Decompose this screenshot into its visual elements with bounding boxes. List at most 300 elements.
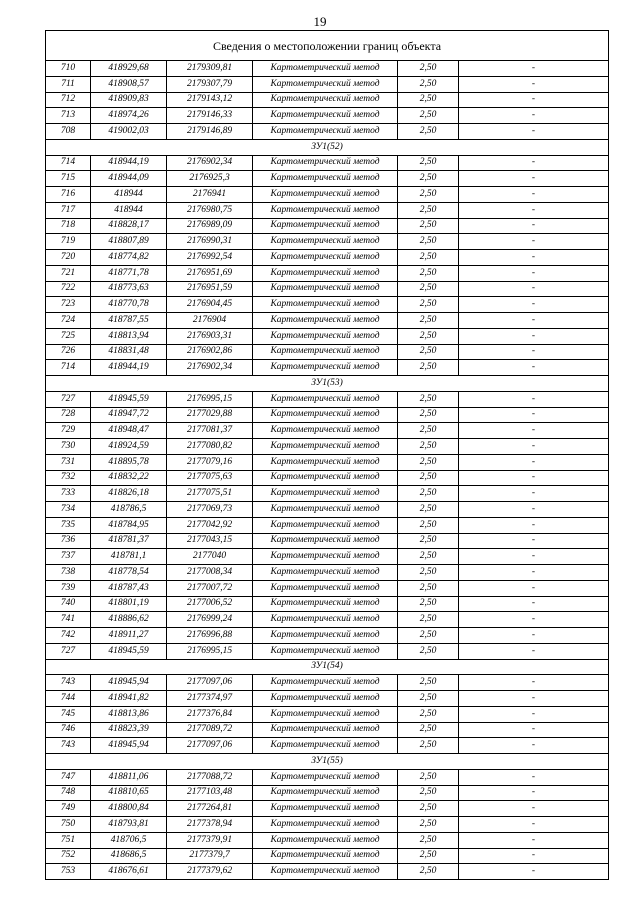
accuracy-cell: 2,50	[398, 202, 459, 218]
method-cell: Картометрический метод	[253, 108, 398, 124]
method-cell: Картометрический метод	[253, 454, 398, 470]
accuracy-cell: 2,50	[398, 265, 459, 281]
method-cell: Картометрический метод	[253, 628, 398, 644]
coord-x-cell: 418686,5	[91, 848, 167, 864]
coord-y-cell: 2177029,88	[167, 407, 253, 423]
accuracy-cell: 2,50	[398, 580, 459, 596]
point-number-cell: 724	[46, 313, 91, 329]
coord-x-cell: 418944	[91, 202, 167, 218]
coord-x-cell: 418948,47	[91, 423, 167, 439]
coord-y-cell: 2177069,73	[167, 502, 253, 518]
accuracy-cell: 2,50	[398, 470, 459, 486]
method-cell: Картометрический метод	[253, 565, 398, 581]
method-cell: Картометрический метод	[253, 769, 398, 785]
description-cell: -	[459, 817, 609, 833]
description-cell: -	[459, 202, 609, 218]
table-row	[46, 817, 609, 833]
table-row	[46, 848, 609, 864]
table-row	[46, 439, 609, 455]
point-number-cell: 743	[46, 675, 91, 691]
table-row	[46, 486, 609, 502]
table-row	[46, 202, 609, 218]
description-cell: -	[459, 155, 609, 171]
method-cell: Картометрический метод	[253, 265, 398, 281]
table-row	[46, 864, 609, 880]
coord-x-cell: 418886,62	[91, 612, 167, 628]
coord-x-cell: 418908,57	[91, 76, 167, 92]
coord-x-cell: 418895,78	[91, 454, 167, 470]
coord-y-cell: 2177007,72	[167, 580, 253, 596]
coord-x-cell: 418781,1	[91, 549, 167, 565]
page-number: 19	[313, 14, 327, 29]
point-number-cell: 743	[46, 738, 91, 754]
coord-y-cell: 2177378,94	[167, 817, 253, 833]
accuracy-cell: 2,50	[398, 187, 459, 203]
coord-y-cell: 2177264,81	[167, 801, 253, 817]
accuracy-cell: 2,50	[398, 817, 459, 833]
coord-x-cell: 418676,61	[91, 864, 167, 880]
accuracy-cell: 2,50	[398, 549, 459, 565]
table-row	[46, 218, 609, 234]
point-number-cell: 732	[46, 470, 91, 486]
coord-x-cell: 418909,83	[91, 92, 167, 108]
coord-y-cell: 2179309,81	[167, 61, 253, 77]
accuracy-cell: 2,50	[398, 454, 459, 470]
coord-x-cell: 418807,89	[91, 234, 167, 250]
description-cell: -	[459, 250, 609, 266]
accuracy-cell: 2,50	[398, 691, 459, 707]
point-number-cell: 717	[46, 202, 91, 218]
accuracy-cell: 2,50	[398, 785, 459, 801]
point-number-cell: 736	[46, 533, 91, 549]
table-row	[46, 785, 609, 801]
method-cell: Картометрический метод	[253, 691, 398, 707]
description-cell: -	[459, 328, 609, 344]
description-cell: -	[459, 313, 609, 329]
table-row	[46, 801, 609, 817]
accuracy-cell: 2,50	[398, 76, 459, 92]
table-row	[46, 769, 609, 785]
section-label: ЗУ1(54)	[46, 659, 609, 675]
point-number-cell: 723	[46, 297, 91, 313]
point-number-cell: 716	[46, 187, 91, 203]
method-cell: Картометрический метод	[253, 502, 398, 518]
method-cell: Картометрический метод	[253, 76, 398, 92]
coord-x-cell: 418944,09	[91, 171, 167, 187]
coord-x-cell: 418929,68	[91, 61, 167, 77]
method-cell: Картометрический метод	[253, 596, 398, 612]
coord-y-cell: 2176903,31	[167, 328, 253, 344]
method-cell: Картометрический метод	[253, 234, 398, 250]
point-number-cell: 740	[46, 596, 91, 612]
coord-x-cell: 418945,59	[91, 391, 167, 407]
description-cell: -	[459, 517, 609, 533]
table-row	[46, 360, 609, 376]
accuracy-cell: 2,50	[398, 360, 459, 376]
accuracy-cell: 2,50	[398, 344, 459, 360]
method-cell: Картометрический метод	[253, 439, 398, 455]
table-row	[46, 187, 609, 203]
coord-y-cell: 2177080,82	[167, 439, 253, 455]
table-row	[46, 549, 609, 565]
point-number-cell: 748	[46, 785, 91, 801]
description-cell: -	[459, 832, 609, 848]
coord-y-cell: 2176904	[167, 313, 253, 329]
coord-x-cell: 419002,03	[91, 124, 167, 140]
coord-x-cell: 418924,59	[91, 439, 167, 455]
point-number-cell: 713	[46, 108, 91, 124]
point-number-cell: 739	[46, 580, 91, 596]
description-cell: -	[459, 391, 609, 407]
coord-x-cell: 418945,94	[91, 675, 167, 691]
description-cell: -	[459, 533, 609, 549]
description-cell: -	[459, 628, 609, 644]
coord-y-cell: 2176951,59	[167, 281, 253, 297]
table-row	[46, 470, 609, 486]
table-row	[46, 155, 609, 171]
table-row	[46, 297, 609, 313]
table-row	[46, 250, 609, 266]
coord-x-cell: 418781,37	[91, 533, 167, 549]
accuracy-cell: 2,50	[398, 124, 459, 140]
method-cell: Картометрический метод	[253, 281, 398, 297]
description-cell: -	[459, 486, 609, 502]
accuracy-cell: 2,50	[398, 297, 459, 313]
accuracy-cell: 2,50	[398, 171, 459, 187]
description-cell: -	[459, 407, 609, 423]
accuracy-cell: 2,50	[398, 612, 459, 628]
coord-y-cell: 2177043,15	[167, 533, 253, 549]
point-number-cell: 719	[46, 234, 91, 250]
coord-y-cell: 2177374,97	[167, 691, 253, 707]
coord-y-cell: 2176996,88	[167, 628, 253, 644]
point-number-cell: 733	[46, 486, 91, 502]
coord-y-cell: 2176904,45	[167, 297, 253, 313]
point-number-cell: 727	[46, 643, 91, 659]
description-cell: -	[459, 281, 609, 297]
method-cell: Картометрический метод	[253, 344, 398, 360]
point-number-cell: 714	[46, 155, 91, 171]
accuracy-cell: 2,50	[398, 675, 459, 691]
method-cell: Картометрический метод	[253, 407, 398, 423]
coord-x-cell: 418800,84	[91, 801, 167, 817]
coord-y-cell: 2179146,89	[167, 124, 253, 140]
coord-y-cell: 2179146,33	[167, 108, 253, 124]
table-row	[46, 454, 609, 470]
boundary-coordinates-table	[45, 30, 609, 880]
coord-y-cell: 2177097,06	[167, 675, 253, 691]
table-title-row	[46, 31, 609, 61]
description-cell: -	[459, 108, 609, 124]
point-number-cell: 744	[46, 691, 91, 707]
point-number-cell: 745	[46, 706, 91, 722]
description-cell: -	[459, 439, 609, 455]
method-cell: Картометрический метод	[253, 486, 398, 502]
table-body	[46, 31, 609, 880]
description-cell: -	[459, 454, 609, 470]
accuracy-cell: 2,50	[398, 92, 459, 108]
description-cell: -	[459, 92, 609, 108]
coord-x-cell: 418945,94	[91, 738, 167, 754]
coord-x-cell: 418811,06	[91, 769, 167, 785]
accuracy-cell: 2,50	[398, 313, 459, 329]
table-row	[46, 171, 609, 187]
method-cell: Картометрический метод	[253, 124, 398, 140]
description-cell: -	[459, 580, 609, 596]
method-cell: Картометрический метод	[253, 738, 398, 754]
point-number-cell: 751	[46, 832, 91, 848]
accuracy-cell: 2,50	[398, 769, 459, 785]
description-cell: -	[459, 124, 609, 140]
description-cell: -	[459, 785, 609, 801]
method-cell: Картометрический метод	[253, 533, 398, 549]
coord-y-cell: 2176941	[167, 187, 253, 203]
description-cell: -	[459, 596, 609, 612]
coord-x-cell: 418810,65	[91, 785, 167, 801]
point-number-cell: 737	[46, 549, 91, 565]
coord-x-cell: 418832,22	[91, 470, 167, 486]
coord-y-cell: 2176902,34	[167, 155, 253, 171]
table-row	[46, 738, 609, 754]
coord-x-cell: 418944,19	[91, 360, 167, 376]
table-row	[46, 706, 609, 722]
table-row	[46, 691, 609, 707]
accuracy-cell: 2,50	[398, 423, 459, 439]
method-cell: Картометрический метод	[253, 313, 398, 329]
section-row	[46, 376, 609, 392]
coord-x-cell: 418947,72	[91, 407, 167, 423]
method-cell: Картометрический метод	[253, 171, 398, 187]
point-number-cell: 735	[46, 517, 91, 533]
description-cell: -	[459, 297, 609, 313]
table-row	[46, 580, 609, 596]
accuracy-cell: 2,50	[398, 848, 459, 864]
description-cell: -	[459, 187, 609, 203]
method-cell: Картометрический метод	[253, 549, 398, 565]
method-cell: Картометрический метод	[253, 722, 398, 738]
coord-x-cell: 418944	[91, 187, 167, 203]
description-cell: -	[459, 612, 609, 628]
method-cell: Картометрический метод	[253, 61, 398, 77]
coord-y-cell: 2177379,7	[167, 848, 253, 864]
method-cell: Картометрический метод	[253, 817, 398, 833]
point-number-cell: 747	[46, 769, 91, 785]
section-row	[46, 139, 609, 155]
coord-x-cell: 418813,86	[91, 706, 167, 722]
coord-x-cell: 418945,59	[91, 643, 167, 659]
accuracy-cell: 2,50	[398, 864, 459, 880]
accuracy-cell: 2,50	[398, 250, 459, 266]
point-number-cell: 742	[46, 628, 91, 644]
point-number-cell: 722	[46, 281, 91, 297]
coord-x-cell: 418778,54	[91, 565, 167, 581]
table-row	[46, 722, 609, 738]
coord-x-cell: 418941,82	[91, 691, 167, 707]
table-row	[46, 832, 609, 848]
coord-x-cell: 418706,5	[91, 832, 167, 848]
coord-y-cell: 2177376,84	[167, 706, 253, 722]
point-number-cell: 710	[46, 61, 91, 77]
accuracy-cell: 2,50	[398, 486, 459, 502]
method-cell: Картометрический метод	[253, 391, 398, 407]
coord-x-cell: 418831,48	[91, 344, 167, 360]
point-number-cell: 725	[46, 328, 91, 344]
accuracy-cell: 2,50	[398, 108, 459, 124]
table-row	[46, 675, 609, 691]
coord-x-cell: 418787,55	[91, 313, 167, 329]
method-cell: Картометрический метод	[253, 832, 398, 848]
description-cell: -	[459, 691, 609, 707]
method-cell: Картометрический метод	[253, 848, 398, 864]
coord-y-cell: 2177379,62	[167, 864, 253, 880]
method-cell: Картометрический метод	[253, 612, 398, 628]
accuracy-cell: 2,50	[398, 391, 459, 407]
point-number-cell: 731	[46, 454, 91, 470]
accuracy-cell: 2,50	[398, 218, 459, 234]
point-number-cell: 730	[46, 439, 91, 455]
coord-y-cell: 2177088,72	[167, 769, 253, 785]
table-row	[46, 313, 609, 329]
point-number-cell: 746	[46, 722, 91, 738]
description-cell: -	[459, 565, 609, 581]
method-cell: Картометрический метод	[253, 675, 398, 691]
coord-x-cell: 418786,5	[91, 502, 167, 518]
description-cell: -	[459, 360, 609, 376]
description-cell: -	[459, 218, 609, 234]
table-row	[46, 234, 609, 250]
point-number-cell: 712	[46, 92, 91, 108]
point-number-cell: 752	[46, 848, 91, 864]
accuracy-cell: 2,50	[398, 281, 459, 297]
coord-y-cell: 2177075,63	[167, 470, 253, 486]
point-number-cell: 734	[46, 502, 91, 518]
coord-y-cell: 2177103,48	[167, 785, 253, 801]
method-cell: Картометрический метод	[253, 801, 398, 817]
coord-y-cell: 2176951,69	[167, 265, 253, 281]
point-number-cell: 708	[46, 124, 91, 140]
description-cell: -	[459, 171, 609, 187]
description-cell: -	[459, 470, 609, 486]
section-label: ЗУ1(52)	[46, 139, 609, 155]
table-row	[46, 423, 609, 439]
accuracy-cell: 2,50	[398, 234, 459, 250]
accuracy-cell: 2,50	[398, 738, 459, 754]
method-cell: Картометрический метод	[253, 92, 398, 108]
accuracy-cell: 2,50	[398, 643, 459, 659]
description-cell: -	[459, 76, 609, 92]
point-number-cell: 741	[46, 612, 91, 628]
accuracy-cell: 2,50	[398, 155, 459, 171]
point-number-cell: 728	[46, 407, 91, 423]
table-row	[46, 328, 609, 344]
coord-x-cell: 418944,19	[91, 155, 167, 171]
coord-y-cell: 2176980,75	[167, 202, 253, 218]
description-cell: -	[459, 549, 609, 565]
description-cell: -	[459, 848, 609, 864]
coord-x-cell: 418813,94	[91, 328, 167, 344]
accuracy-cell: 2,50	[398, 407, 459, 423]
table-title: Сведения о местоположении границ объекта	[46, 31, 609, 61]
accuracy-cell: 2,50	[398, 722, 459, 738]
accuracy-cell: 2,50	[398, 502, 459, 518]
table-row	[46, 61, 609, 77]
coord-x-cell: 418770,78	[91, 297, 167, 313]
coord-y-cell: 2177079,16	[167, 454, 253, 470]
coord-x-cell: 418828,17	[91, 218, 167, 234]
coord-x-cell: 418826,18	[91, 486, 167, 502]
table-row	[46, 265, 609, 281]
coord-y-cell: 2176902,34	[167, 360, 253, 376]
table-row	[46, 281, 609, 297]
description-cell: -	[459, 706, 609, 722]
method-cell: Картометрический метод	[253, 218, 398, 234]
coord-x-cell: 418974,26	[91, 108, 167, 124]
description-cell: -	[459, 234, 609, 250]
table-row	[46, 643, 609, 659]
coord-y-cell: 2176995,15	[167, 391, 253, 407]
description-cell: -	[459, 643, 609, 659]
point-number-cell: 750	[46, 817, 91, 833]
table-row	[46, 502, 609, 518]
coord-y-cell: 2176992,54	[167, 250, 253, 266]
coord-y-cell: 2177097,06	[167, 738, 253, 754]
coord-y-cell: 2176999,24	[167, 612, 253, 628]
accuracy-cell: 2,50	[398, 439, 459, 455]
description-cell: -	[459, 722, 609, 738]
point-number-cell: 727	[46, 391, 91, 407]
table-row	[46, 391, 609, 407]
point-number-cell: 718	[46, 218, 91, 234]
table-row	[46, 407, 609, 423]
coord-x-cell: 418793,81	[91, 817, 167, 833]
method-cell: Картометрический метод	[253, 250, 398, 266]
method-cell: Картометрический метод	[253, 864, 398, 880]
accuracy-cell: 2,50	[398, 801, 459, 817]
coord-y-cell: 2176989,09	[167, 218, 253, 234]
accuracy-cell: 2,50	[398, 61, 459, 77]
coord-y-cell: 2179143,12	[167, 92, 253, 108]
method-cell: Картометрический метод	[253, 470, 398, 486]
coord-y-cell: 2177040	[167, 549, 253, 565]
method-cell: Картометрический метод	[253, 297, 398, 313]
table-row	[46, 533, 609, 549]
coord-y-cell: 2176995,15	[167, 643, 253, 659]
table-row	[46, 596, 609, 612]
description-cell: -	[459, 801, 609, 817]
description-cell: -	[459, 675, 609, 691]
table-row	[46, 612, 609, 628]
description-cell: -	[459, 864, 609, 880]
coord-y-cell: 2177081,37	[167, 423, 253, 439]
method-cell: Картометрический метод	[253, 517, 398, 533]
point-number-cell: 721	[46, 265, 91, 281]
point-number-cell: 715	[46, 171, 91, 187]
coord-y-cell: 2177008,34	[167, 565, 253, 581]
section-row	[46, 754, 609, 770]
point-number-cell: 720	[46, 250, 91, 266]
method-cell: Картометрический метод	[253, 643, 398, 659]
coord-x-cell: 418801,19	[91, 596, 167, 612]
accuracy-cell: 2,50	[398, 832, 459, 848]
point-number-cell: 726	[46, 344, 91, 360]
method-cell: Картометрический метод	[253, 423, 398, 439]
coord-y-cell: 2177089,72	[167, 722, 253, 738]
point-number-cell: 753	[46, 864, 91, 880]
method-cell: Картометрический метод	[253, 580, 398, 596]
point-number-cell: 714	[46, 360, 91, 376]
accuracy-cell: 2,50	[398, 628, 459, 644]
coord-y-cell: 2176990,31	[167, 234, 253, 250]
